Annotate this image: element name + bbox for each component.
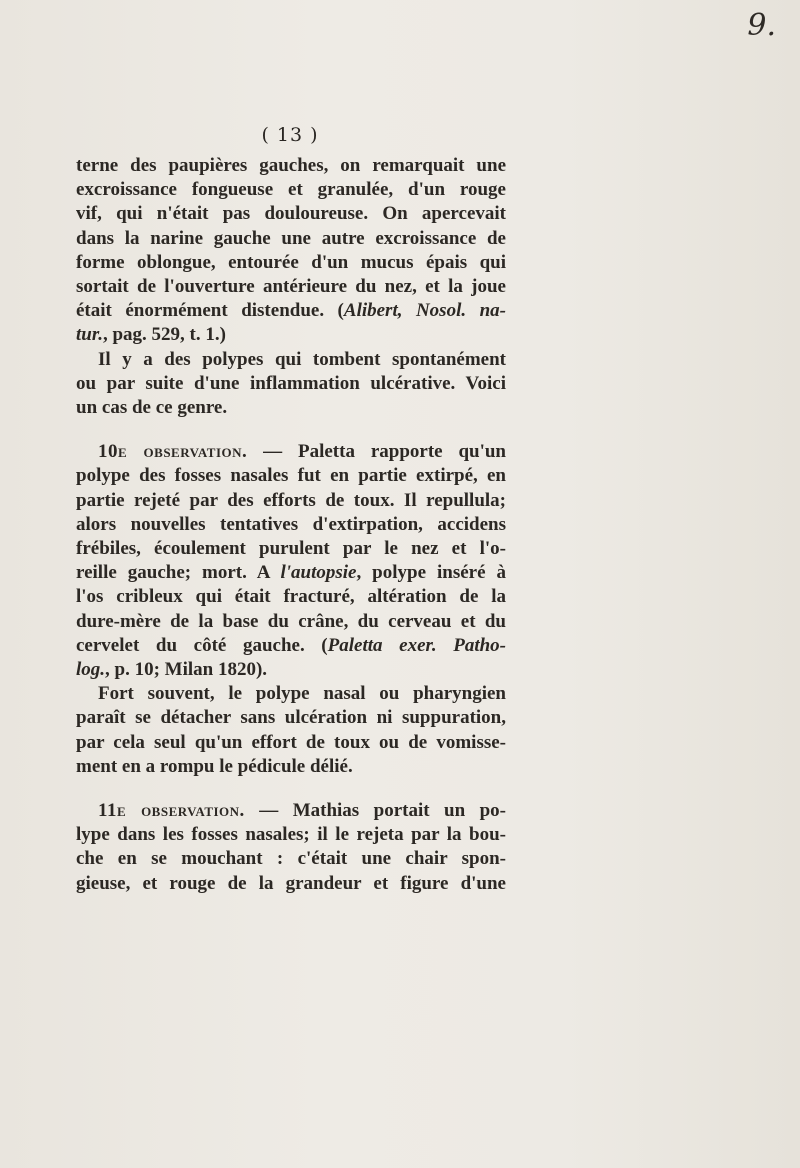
text-line: ou par suite d'une inflammation ulcérative. Voici	[76, 372, 506, 394]
text-line: alors nouvelles tentatives d'extirpation, accidens	[76, 513, 506, 535]
body-text	[76, 154, 506, 896]
text-line: Fort souvent, le polype nasal ou pharyngien	[98, 683, 506, 705]
text-segment: reille gauche; mort. A	[76, 562, 281, 584]
citation: log.	[76, 659, 106, 681]
text-line	[76, 561, 506, 585]
text-line: Il y a des polypes qui tombent spontanément	[98, 348, 506, 370]
text-segment: était énormément distendue. (	[76, 300, 344, 322]
text-line: lype dans les fosses nasales; il le rejeta par la bou-	[76, 824, 506, 846]
citation: tur.	[76, 324, 103, 346]
text-line: polype des fosses nasales fut en partie extirpé, en	[76, 465, 506, 487]
text-segment: , p. 10; Milan 1820).	[105, 659, 268, 681]
text-line	[76, 634, 506, 658]
observation-heading: 11e observation.	[98, 800, 245, 822]
text-segment: , pag. 529, t. 1.)	[102, 324, 226, 346]
text-line: par cela seul qu'un effort de toux ou de vomisse-	[76, 731, 506, 753]
text-line	[76, 799, 506, 823]
text-line: vif, qui n'était pas douloureuse. On apercevait	[76, 203, 506, 225]
text-segment: — Paletta rapporte qu'un	[247, 441, 506, 463]
text-line: partie rejeté par des efforts de toux. Il repullula;	[76, 489, 506, 511]
text-segment: — Mathias portait un po-	[244, 800, 506, 822]
text-line	[76, 440, 506, 464]
text-line: frébiles, écoulement purulent par le nez et l'o-	[76, 538, 506, 560]
text-line	[76, 299, 506, 323]
text-line: excroissance fongueuse et granulée, d'un rouge	[76, 179, 506, 201]
text-segment: , polype inséré à	[356, 562, 506, 584]
text-line: dans la narine gauche une autre excroissance de	[76, 227, 506, 249]
text-segment: cervelet du côté gauche. (	[76, 634, 328, 656]
text-line: ment en a rompu le pédicule délié.	[76, 755, 353, 777]
text-line: che en se mouchant : c'était une chair spon-	[76, 848, 506, 870]
text-line: l'os cribleux qui était fracturé, altération de la	[76, 586, 506, 608]
page-number: ( 13 )	[261, 124, 319, 146]
citation: Paletta exer. Patho-	[327, 634, 506, 656]
folio-number: 9.	[747, 8, 776, 43]
text-line: sortait de l'ouverture antérieure du nez, et la joue	[76, 276, 506, 298]
emphasis: l'autopsie	[280, 562, 357, 584]
text-line: terne des paupières gauches, on remarquait une	[76, 155, 506, 176]
text-line: forme oblongue, entourée d'un mucus épais qui	[76, 251, 506, 273]
text-line	[76, 323, 506, 347]
citation: Alibert, Nosol. na-	[343, 300, 506, 322]
observation-heading: 10e observation.	[98, 441, 248, 463]
text-line: dure-mère de la base du crâne, du cerveau et du	[76, 610, 506, 632]
text-line: un cas de ce genre.	[76, 397, 228, 419]
text-line: gieuse, et rouge de la grandeur et figure d'une	[76, 872, 506, 894]
text-line: paraît se détacher sans ulcération ni suppuration,	[76, 707, 506, 729]
text-line	[76, 658, 506, 682]
